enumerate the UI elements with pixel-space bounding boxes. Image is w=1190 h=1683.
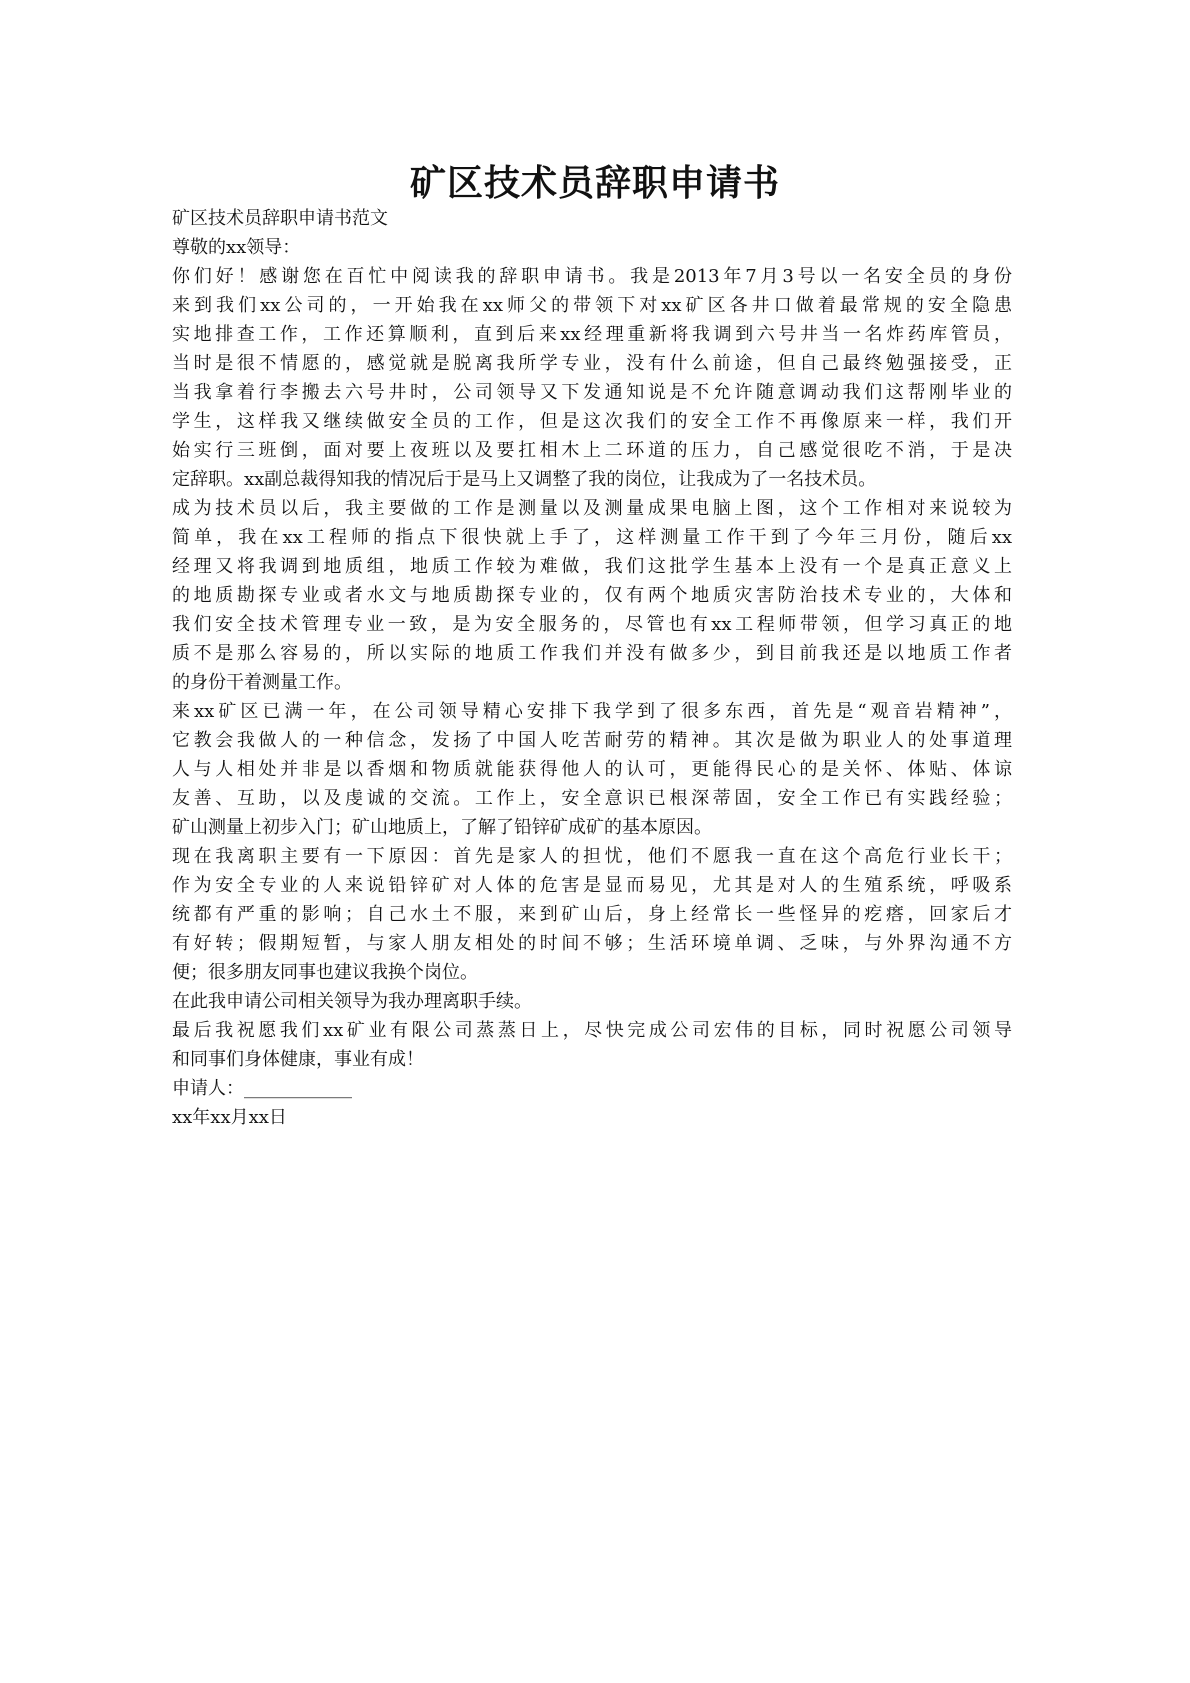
paragraph-line: 简单，我在xx工程师的指点下很快就上手了，这样测量工作干到了今年三月份，随后xx (172, 527, 1012, 548)
paragraph-line: 作为安全专业的人来说铅锌矿对人体的危害是显而易见，尤其是对人的生殖系统，呼吸系 (172, 875, 1012, 896)
paragraph-line: 有好转；假期短暂，与家人朋友相处的时间不够；生活环境单调、乏味，与外界沟通不方 (172, 933, 1012, 954)
paragraph-line: 当时是很不情愿的，感觉就是脱离我所学专业，没有什么前途，但自己最终勉强接受，正 (172, 353, 1012, 374)
paragraph (172, 842, 1012, 987)
paragraph (172, 1016, 1012, 1074)
paragraph-line: 当我拿着行李搬去六号井时，公司领导又下发通知说是不允许随意调动我们这帮刚毕业的 (172, 382, 1012, 403)
paragraph-line: 的地质勘探专业或者水文与地质勘探专业的，仅有两个地质灾害防治技术专业的，大体和 (172, 585, 1012, 606)
paragraphs (172, 262, 1012, 1074)
paragraph-line: 学生，这样我又继续做安全员的工作，但是这次我们的安全工作不再像原来一样，我们开 (172, 411, 1012, 432)
paragraph (172, 987, 1012, 1016)
paragraph-line: 成为技术员以后，我主要做的工作是测量以及测量成果电脑上图，这个工作相对来说较为 (172, 498, 1012, 519)
paragraph-line: 我们安全技术管理专业一致，是为安全服务的，尽管也有xx工程师带领，但学习真正的地 (172, 614, 1012, 635)
paragraph-line: 来到我们xx公司的，一开始我在xx师父的带领下对xx矿区各井口做着最常规的安全隐患 (172, 295, 1012, 316)
paragraph-line: 你们好！感谢您在百忙中阅读我的辞职申请书。我是2013年7月3号以一名安全员的身份 (172, 266, 1012, 287)
paragraph-line: 统都有严重的影响；自己水土不服，来到矿山后，身上经常长一些怪异的疙瘩，回家后才 (172, 904, 1012, 925)
paragraph-line: 定辞职。xx副总裁得知我的情况后于是马上又调整了我的岗位，让我成为了一名技术员。 (172, 469, 877, 490)
paragraph-line: 的身份干着测量工作。 (172, 672, 352, 693)
paragraph-line: 它教会我做人的一种信念，发扬了中国人吃苦耐劳的精神。其次是做为职业人的处事道理 (172, 730, 1012, 751)
paragraph-line: 友善、互助，以及虔诚的交流。工作上，安全意识已根深蒂固，安全工作已有实践经验； (172, 788, 1012, 809)
document-body (172, 204, 1012, 1132)
paragraph-line: 经理又将我调到地质组，地质工作较为难做，我们这批学生基本上没有一个是真正意义上 (172, 556, 1012, 577)
paragraph-line: 来xx矿区已满一年，在公司领导精心安排下我学到了很多东西，首先是“观音岩精神”， (172, 701, 1012, 722)
paragraph-line: 和同事们身体健康，事业有成！ (172, 1049, 424, 1070)
greeting: 尊敬的xx领导： (172, 237, 301, 258)
paragraph-line: 人与人相处并非是以香烟和物质就能获得他人的认可，更能得民心的是关怀、体贴、体谅 (172, 759, 1012, 780)
applicant-signature-line: 申请人：____________ (172, 1078, 352, 1099)
date-line: xx年xx月xx日 (172, 1107, 287, 1128)
paragraph-line: 矿山测量上初步入门；矿山地质上，了解了铅锌矿成矿的基本原因。 (172, 817, 712, 838)
document-title: 矿区技术员辞职申请书 (409, 162, 780, 204)
paragraph-line: 现在我离职主要有一下原因：首先是家人的担忧，他们不愿我一直在这个高危行业长干； (172, 846, 1012, 867)
paragraph (172, 697, 1012, 842)
paragraph-line: 便；很多朋友同事也建议我换个岗位。 (172, 962, 478, 983)
paragraph-line: 质不是那么容易的，所以实际的地质工作我们并没有做多少，到目前我还是以地质工作者 (172, 643, 1012, 664)
subtitle: 矿区技术员辞职申请书范文 (172, 208, 388, 229)
paragraph (172, 494, 1012, 697)
paragraph-line: 实地排查工作，工作还算顺利，直到后来xx经理重新将我调到六号井当一名炸药库管员， (172, 324, 1012, 345)
paragraph-line: 最后我祝愿我们xx矿业有限公司蒸蒸日上，尽快完成公司宏伟的目标，同时祝愿公司领导 (172, 1020, 1012, 1041)
paragraph (172, 262, 1012, 494)
paragraph-line: 始实行三班倒，面对要上夜班以及要扛相木上二环道的压力，自己感觉很吃不消，于是决 (172, 440, 1012, 461)
paragraph-line: 在此我申请公司相关领导为我办理离职手续。 (172, 991, 532, 1012)
